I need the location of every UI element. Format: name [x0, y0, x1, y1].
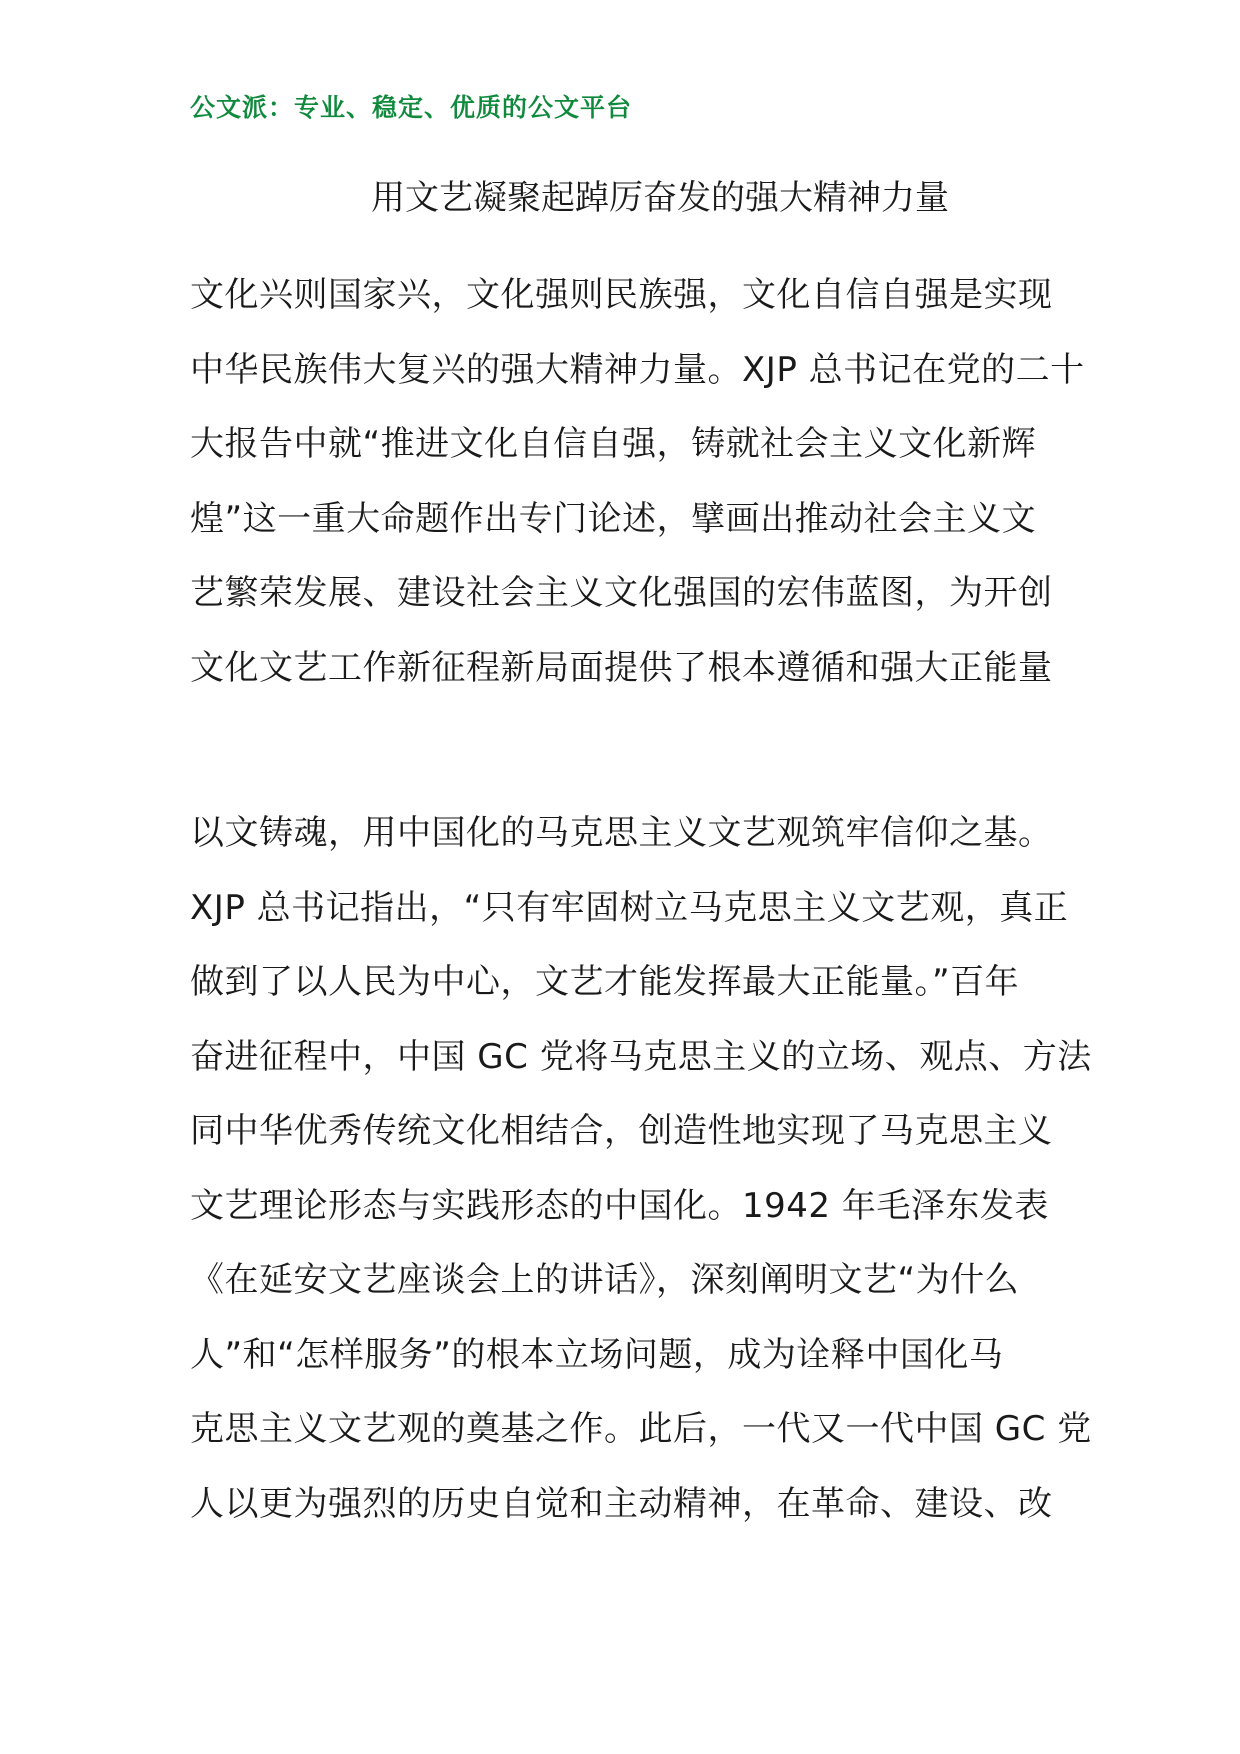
paragraph-line: 克思主义文艺观的奠基之作。此后，一代又一代中国 GC 党 [190, 1409, 1092, 1449]
paragraph-line: 《在延安文艺座谈会上的讲话》，深刻阐明文艺“为什么 [190, 1260, 1020, 1300]
paragraph-line: 文艺理论形态与实践形态的中国化。1942 年毛泽东发表 [190, 1185, 1049, 1226]
paragraph-2 [190, 796, 1092, 1541]
paragraph-line: 大报告中就“推进文化自信自强，铸就社会主义文化新辉 [190, 424, 1037, 464]
paragraph-line: 做到了以人民为中心，文艺才能发挥最大正能量。”百年 [190, 962, 1020, 1002]
paragraph-line: 以文铸魂，用中国化的马克思主义文艺观筑牢信仰之基。 [190, 813, 1053, 853]
paragraph-line: 文化兴则国家兴，文化强则民族强，文化自信自强是实现 [190, 275, 1053, 315]
paragraph-line: 文化文艺工作新征程新局面提供了根本遵循和强大正能量 [190, 647, 1053, 688]
paragraph-line: 人”和“怎样服务”的根本立场问题，成为诠释中国化马 [190, 1334, 1004, 1375]
paragraph-line: 煌”这一重大命题作出专门论述，擘画出推动社会主义文 [190, 498, 1037, 539]
paragraph-line: XJP 总书记指出，“只有牢固树立马克思主义文艺观，真正 [190, 887, 1069, 928]
paragraph-line: 奋进征程中，中国 GC 党将马克思主义的立场、观点、方法 [190, 1036, 1092, 1077]
paragraph-line: 中华民族伟大复兴的强大精神力量。XJP 总书记在党的二十 [190, 349, 1085, 390]
document-title: 用文艺凝聚起踔厉奋发的强大精神力量 [371, 178, 949, 218]
paragraph-line: 艺繁荣发展、建设社会主义文化强国的宏伟蓝图，为开创 [190, 573, 1053, 613]
paragraph-line: 人以更为强烈的历史自觉和主动精神，在革命、建设、改 [190, 1483, 1053, 1524]
site-header-slogan: 公文派：专业、稳定、优质的公文平台 [190, 93, 633, 122]
paragraph-line: 同中华优秀传统文化相结合，创造性地实现了马克思主义 [190, 1111, 1053, 1151]
paragraph-1 [190, 258, 1085, 705]
